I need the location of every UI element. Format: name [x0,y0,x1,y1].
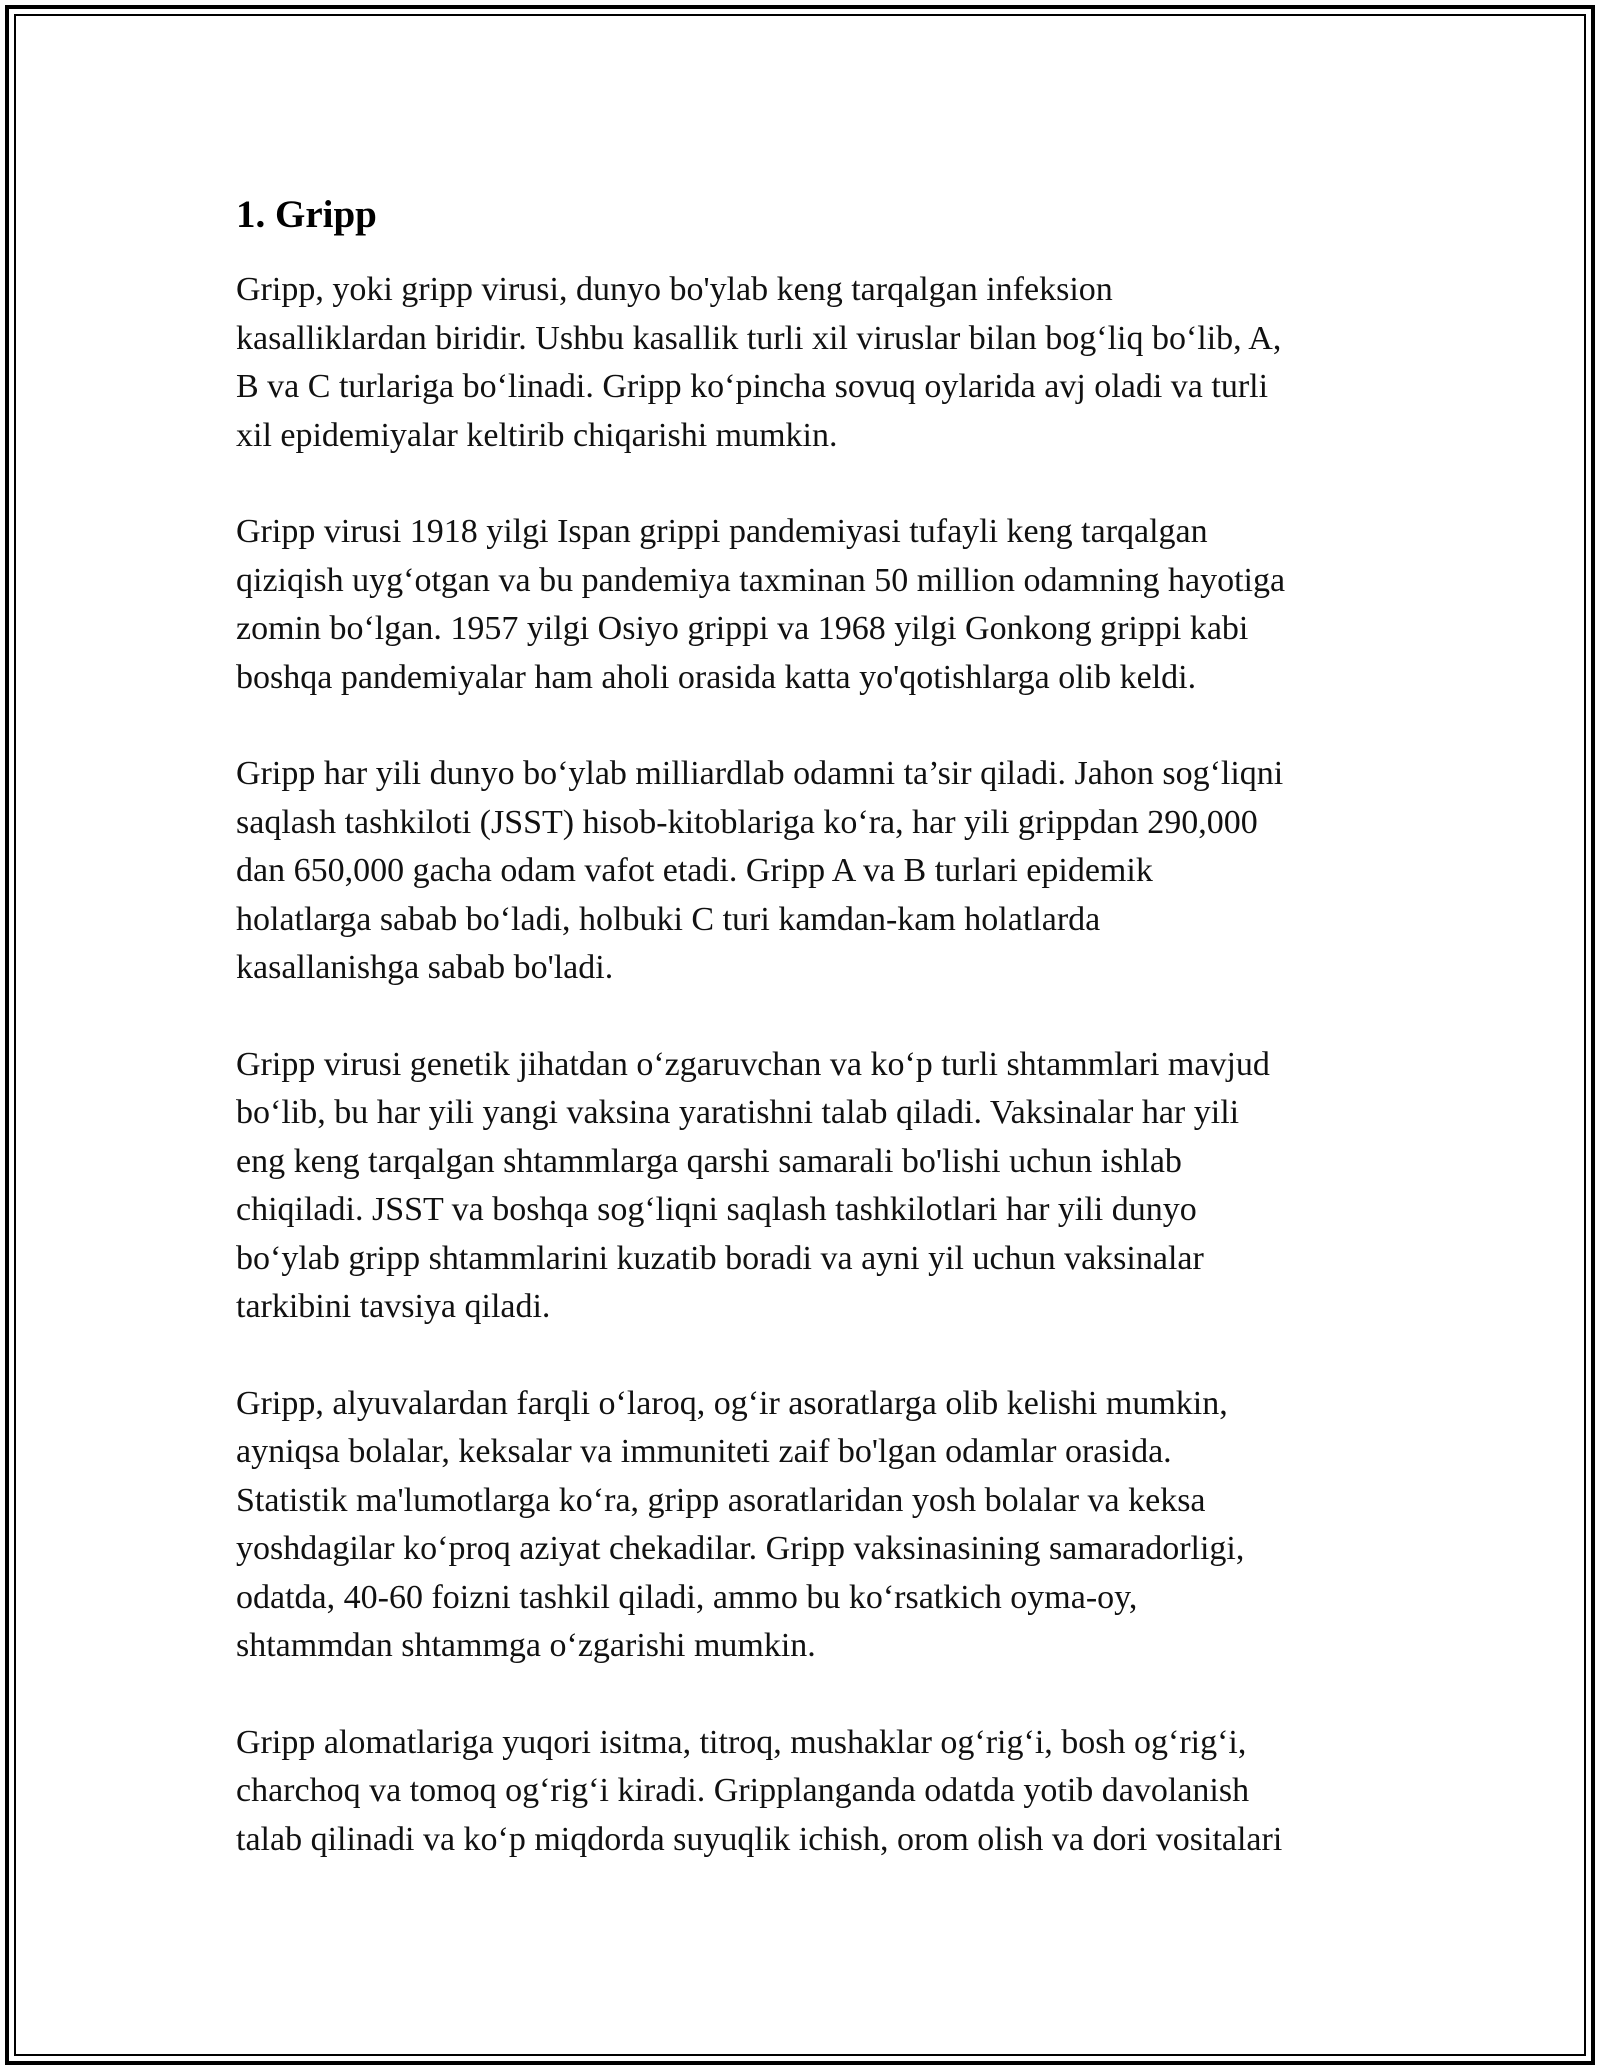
paragraph-line: charchoq va tomoq og‘rig‘i kiradi. Gripplanganda odatda yotib davolanish [236,1772,1250,1809]
paragraph [236,508,1376,702]
paragraph-line: odatda, 40-60 foizni tashkil qiladi, ammo bu ko‘rsatkich oyma-oy, [236,1578,1138,1616]
section-heading: 1. Gripp [236,193,377,236]
paragraph-line: ayniqsa bolalar, keksalar va immuniteti zaif bo'lgan odamlar orasida. [236,1433,1172,1470]
paragraph-line: kasalliklardan biridir. Ushbu kasallik turli xil viruslar bilan bog‘liq bo‘lib, A, [236,319,1282,357]
paragraph-line: bo‘lib, bu har yili yangi vaksina yaratishni talab qiladi. Vaksinalar har yili [236,1094,1240,1131]
paragraph-line: B va C turlariga bo‘linadi. Gripp ko‘pincha sovuq oylarida avj oladi va turli [236,368,1269,405]
paragraph-line: shtammdan shtammga o‘zgarishi mumkin. [236,1627,816,1664]
paragraph-line: dan 650,000 gacha odam vafot etadi. Gripp A va B turlari epidemik [236,852,1153,889]
paragraph-line: eng keng tarqalgan shtammlarga qarshi samarali bo'lishi uchun ishlab [236,1142,1182,1180]
paragraph-line: saqlash tashkiloti (JSST) hisob-kitoblariga ko‘ra, har yili grippdan 290,000 [236,803,1258,841]
paragraph [236,266,1376,460]
paragraph-line: holatlarga sabab bo‘ladi, holbuki C turi kamdan-kam holatlarda [236,900,1101,938]
paragraph-line: Gripp virusi genetik jihatdan o‘zgaruvchan va ko‘p turli shtammlari mavjud [236,1045,1270,1083]
document-body [236,190,1376,1912]
paragraph-line: qiziqish uyg‘otgan va bu pandemiya taxminan 50 million odamning hayotiga [236,561,1286,599]
paragraph-list [236,266,1376,1864]
paragraph-line: Gripp alomatlariga yuqori isitma, titroq, mushaklar og‘rig‘i, bosh og‘rig‘i, [236,1723,1247,1761]
paragraph-line: boshqa pandemiyalar ham aholi orasida katta yo'qotishlarga olib keldi. [236,658,1197,696]
paragraph-line: yoshdagilar ko‘proq aziyat chekadilar. Gripp vaksinasining samaradorligi, [236,1530,1245,1567]
paragraph-line: chiqiladi. JSST va boshqa sog‘liqni saqlash tashkilotlari har yili dunyo [236,1191,1197,1228]
paragraph-line: tarkibini tavsiya qiladi. [236,1288,551,1325]
paragraph-line: Statistik ma'lumotlarga ko‘ra, gripp asoratlaridan yosh bolalar va keksa [236,1481,1206,1519]
paragraph [236,1380,1376,1671]
paragraph-line: talab qilinadi va ko‘p miqdorda suyuqlik ichish, orom olish va dori vositalari [236,1820,1283,1858]
paragraph-line: kasallanishga sabab bo'ladi. [236,949,614,986]
paragraph-line: zomin bo‘lgan. 1957 yilgi Osiyo grippi va 1968 yilgi Gonkong grippi kabi [236,610,1249,647]
paragraph [236,750,1376,993]
paragraph-line: xil epidemiyalar keltirib chiqarishi mumkin. [236,416,838,454]
paragraph-line: Gripp har yili dunyo bo‘ylab milliardlab odamni ta’sir qiladi. Jahon sog‘liqni [236,755,1284,792]
paragraph [236,1041,1376,1332]
paragraph-line: bo‘ylab gripp shtammlarini kuzatib boradi va ayni yil uchun vaksinalar [236,1239,1204,1277]
paragraph-line: Gripp virusi 1918 yilgi Ispan grippi pandemiyasi tufayli keng tarqalgan [236,513,1208,550]
paragraph-line: Gripp, yoki gripp virusi, dunyo bo'ylab keng tarqalgan infeksion [236,271,1113,308]
paragraph-line: Gripp, alyuvalardan farqli o‘laroq, og‘ir asoratlarga olib kelishi mumkin, [236,1384,1228,1422]
paragraph [236,1719,1376,1865]
